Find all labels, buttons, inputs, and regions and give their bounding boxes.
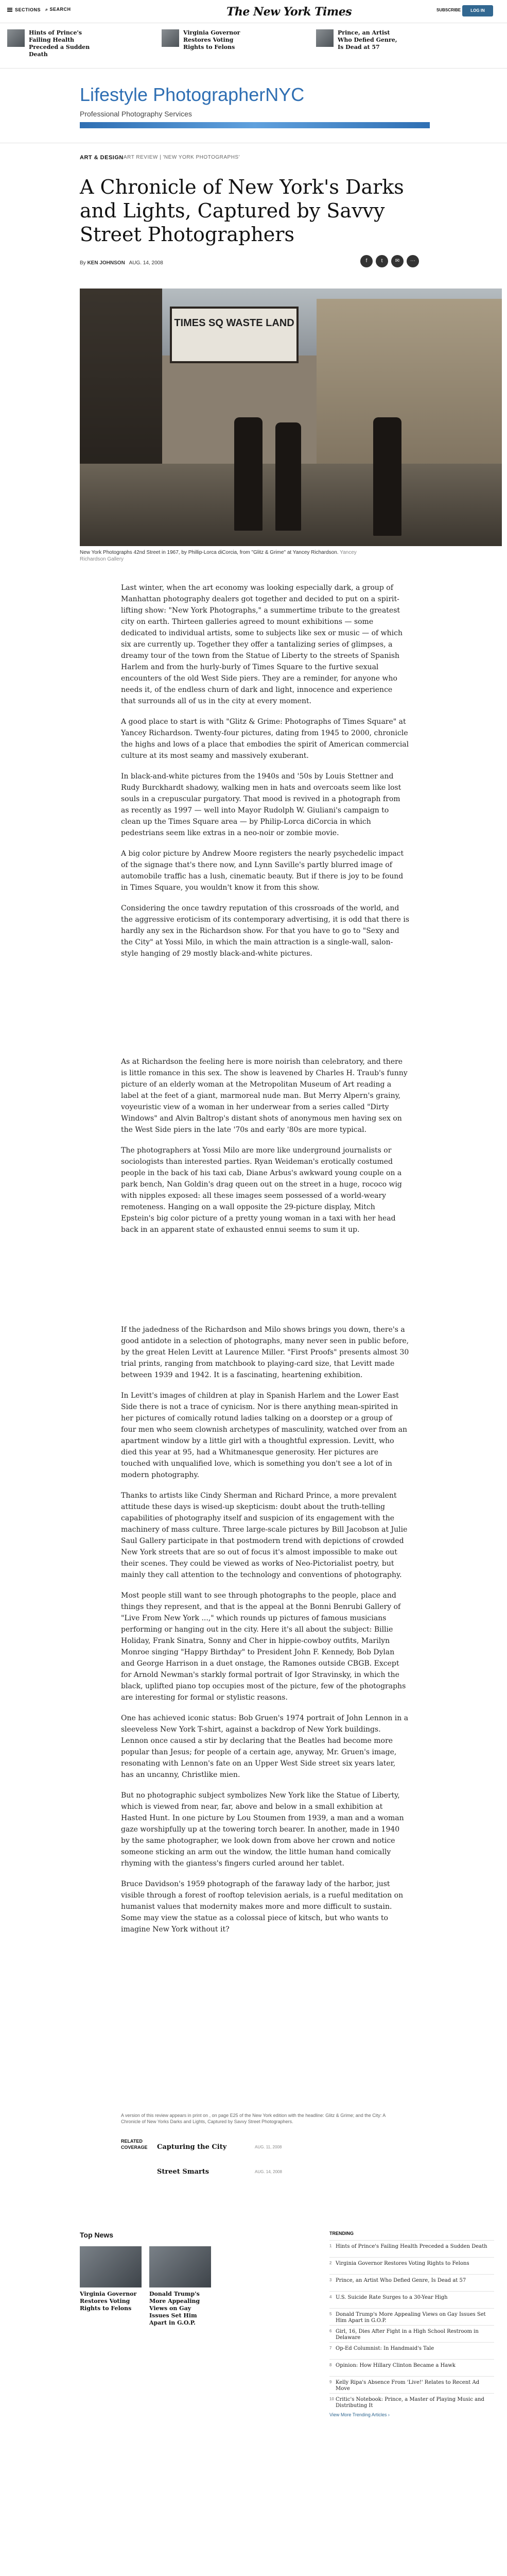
related-label: RELATED COVERAGE	[121, 2139, 148, 2150]
publish-date: AUG. 14, 2008	[129, 260, 163, 266]
body-paragraph: A big color picture by Andrew Moore registers the nearly psychedelic impact of the signage that's there now, and Lynn Saville's partly blurred image of automobile traffic has a lush, cinematic beauty. But if there is joy to be found in Times Square, you wouldn't know it from this show.	[121, 850, 404, 892]
top-news-title: Donald Trump's More Appealing Views on Gay Issues Set Him Apart in G.O.P.	[149, 2291, 200, 2326]
twitter-share-icon[interactable]: t	[376, 255, 388, 267]
author-name[interactable]: KEN JOHNSON	[87, 260, 125, 266]
body-paragraph: In Levitt's images of children at play in Spanish Harlem and the Lower East Side there is not a trace of cynicism. Nor is there anything mean-spirited in her pictures of comically rotund ladies talking on a doorstep or a group of four men who seem clownish archetypes of masculinity, watched over from an apartment window by a little girl with a thoughtful expression. Levitt, who died this year at 95, had a Whitmanesque generosity. Her pictures are touched with unqualified love, which is something you don't see a lot of in modern photography.	[121, 1392, 408, 1479]
trending-item[interactable]	[329, 2342, 494, 2359]
caption-credit: Yancey Richardson Gallery	[80, 550, 357, 562]
article-headline: A Chronicle of New York's Darks and Lights, Captured by Savvy Street Photographers	[80, 176, 404, 246]
article-kicker: ART REVIEW | 'NEW YORK PHOTOGRAPHS'	[124, 155, 240, 160]
ad-title: Lifestyle PhotographerNYC	[80, 84, 305, 105]
top-bar	[0, 0, 507, 23]
related-item[interactable]	[157, 2138, 404, 2159]
ribbon-thumbnail	[162, 29, 179, 47]
byline	[80, 260, 163, 266]
ribbon-item-title: Hints of Prince's Failing Health Preceded a Sudden Death	[29, 29, 90, 58]
trending-rank: 5	[329, 2312, 332, 2316]
body-paragraph: One has achieved iconic status: Bob Gruen's 1974 portrait of John Lennon in a sleeveless New York T-shirt, against a backdrop of New York buildings. Lennon once caused a stir by declaring that the Beatles had become more popular than Jesus; for people of a certain age, anyway, Mr. Gruen's image, resonating with Lennon's fate on an Upper West Side street six years later, has an uncanny, Christlike mien.	[121, 1714, 409, 1779]
trending-rank: 7	[329, 2346, 332, 2350]
trending-item[interactable]	[329, 2274, 494, 2291]
site-logo[interactable]: The New York Times	[226, 5, 352, 19]
photo-figure	[234, 417, 263, 531]
facebook-share-icon[interactable]: f	[360, 255, 373, 267]
trending-item-title: Kelly Ripa's Absence From 'Live!' Relates to Recent Ad Move	[336, 2380, 480, 2392]
ribbon-thumbnail	[316, 29, 334, 47]
print-edition-note: A version of this review appears in print on , on page E25 of the New York edition with the headline: Glitz & Grime; and the City: A Chronicle of New Yorks Darks and Lights, Captured by Savvy Street Photographers.	[121, 2113, 386, 2124]
trending-rank: 6	[329, 2329, 332, 2333]
ribbon-thumbnail	[7, 29, 25, 47]
trending-item[interactable]	[329, 2376, 494, 2393]
trending-item[interactable]	[329, 2325, 494, 2342]
trending-item[interactable]	[329, 2291, 494, 2308]
body-paragraph: Bruce Davidson's 1959 photograph of the faraway lady of the harbor, just visible through a forest of rooftop television aerials, is a rueful meditation on humanist values that modernity makes more and more difficult to sustain. Some may view the statue as a colossal piece of kitsch, but who wants to imagine New York without it?	[121, 1880, 404, 1934]
body-paragraph: Most people still want to see through photographs to the people, place and things they represent, and that is the appeal at the Bonni Benrubi Gallery of "Live From New York ...," which rounds up pictures of famous musicians performing or hanging out in the city. Here it's all about the subject: Billie Holiday, Frank Sinatra, Sonny and Cher in hippie-cowboy outfits, Marilyn Monroe singing "Happy Birthday" to President John F. Kennedy, Bob Dylan and George Harrison in a duet onstage, the Ramones outside CBGB. Except for Arnold Newman's starkly formal portrait of Igor Stravinsky, in which the black, uplifted piano top occupies most of the picture, few of the photographs are interesting for formal or stylistic reasons.	[121, 1591, 406, 1702]
body-paragraph: If the jadedness of the Richardson and Milo shows brings you down, there's a good antidote in a selection of photographs, many never seen in public before, by the great Helen Levitt at Laurence Miller. "First Proofs" presents almost 30 trial prints, ranging from matchbook to playing-card size, that Levitt made between 1939 and 1942. It is a fascinating, heartening exhibition.	[121, 1326, 409, 1379]
top-news-card[interactable]	[149, 2246, 211, 2327]
ad-banner	[80, 122, 430, 128]
trending-item[interactable]	[329, 2308, 494, 2325]
related-item-date: AUG. 14, 2008	[255, 2170, 282, 2174]
search-button[interactable]	[45, 7, 71, 12]
trending-item-title: Girl, 16, Dies After Fight in a High School Restroom in Delaware	[336, 2329, 479, 2341]
body-paragraph: Considering the once tawdry reputation of this crossroads of the world, and the aggressive eroticism of its contemporary advertising, it is odd that there is hardly any sex in the Richardson show. For that you have to go to "Sexy and the City" at Yossi Milo, in which the main attraction is a single-wall, salon-style hanging of 29 mostly black-and-white pictures.	[121, 904, 409, 958]
trending-item-title: Op-Ed Columnist: In Handmaid's Tale	[336, 2346, 434, 2351]
trending-item-title: Hints of Prince's Failing Health Preceded a Sudden Death	[336, 2244, 487, 2249]
trending-rank: 10	[329, 2397, 334, 2401]
article-body-section	[121, 1056, 409, 1245]
trending-item-title: Prince, an Artist Who Defied Genre, Is Dead at 57	[336, 2278, 466, 2283]
photo-street-sign: TIMES SQ WASTE LAND	[170, 307, 299, 363]
trending-rank: 4	[329, 2295, 332, 2299]
headline-ribbon	[0, 23, 507, 69]
trending-item-title: Donald Trump's More Appealing Views on Gay Issues Set Him Apart in G.O.P.	[336, 2312, 486, 2324]
trending-rank: 3	[329, 2278, 332, 2282]
trending-item[interactable]	[329, 2257, 494, 2274]
trending-item[interactable]	[329, 2359, 494, 2376]
search-label: SEARCH	[49, 7, 71, 12]
related-item-title: Capturing the City	[157, 2143, 227, 2151]
photo-figure	[373, 417, 401, 536]
photo-figure	[275, 422, 301, 531]
top-news-heading: Top News	[80, 2231, 114, 2239]
ribbon-item-title: Virginia Governor Restores Voting Rights to Felons	[183, 29, 240, 50]
subscribe-link[interactable]: SUBSCRIBE	[436, 8, 461, 12]
share-tools	[360, 255, 422, 267]
photo-caption	[80, 549, 368, 563]
top-news-title: Virginia Governor Restores Voting Rights to Felons	[80, 2291, 137, 2312]
related-item-date: AUG. 11, 2008	[255, 2145, 282, 2149]
ribbon-item-title: Prince, an Artist Who Defied Genre, Is Dead at 57	[338, 29, 397, 50]
top-news-image	[149, 2246, 211, 2287]
login-button[interactable]: LOG IN	[462, 5, 493, 16]
related-coverage	[121, 2138, 409, 2184]
trending-item-title: U.S. Suicide Rate Surges to a 30-Year High	[336, 2295, 448, 2300]
body-paragraph: Thanks to artists like Cindy Sherman and Richard Prince, a more prevalent attitude these days is wised-up skepticism: doubt about the truth-telling capabilities of photography itself and suspicion of its engagement with the machinery of mass culture. Three large-scale pictures by Bill Jacobson at Julie Saul Gallery participate in that postmodern trend with depictions of crowded New York streets that are so out of focus it's almost impossible to make out their scenes. They could be viewed as works of Neo-Pictorialist poetry, but mainly they call attention to the technology and conventions of photography.	[121, 1492, 408, 1579]
top-news-image	[80, 2246, 142, 2287]
ad-subtitle: Professional Photography Services	[80, 110, 192, 118]
related-item-title: Street Smarts	[157, 2168, 209, 2176]
trending-item[interactable]	[329, 2393, 494, 2410]
advertisement[interactable]	[0, 69, 507, 143]
trending-item-title: Virginia Governor Restores Voting Rights to Felons	[336, 2261, 469, 2266]
body-paragraph: In black-and-white pictures from the 1940s and '50s by Louis Stettner and Rudy Burckhardt shadowy, walking men in hats and overcoats seem like lost souls in a crepuscular purgatory. That mood is revived in a photograph from as recently as 1997 — well into Mayor Rudolph W. Giuliani's campaign to clean up the Times Square area — by Philip-Lorca diCorcia in which pedestrians seem like extras in a neo-noir or zombie movie.	[121, 772, 401, 837]
body-paragraph: The photographers at Yossi Milo are more like underground journalists or sociologists than interested parties. Ryan Weideman's erotically costumed people in the back of his taxi cab, Diane Arbus's awkward young couple on a park bench, Nan Goldin's drag queen out on the street in a huge, rococo wig with nipples exposed: all these images seem possessed of a world-weary remoteness. Hanging on a wall opposite the 29-picture display, Mitch Epstein's big color picture of a pretty young woman in a taxi with her head back in an apparent state of exhausted ennui seems to sum it up.	[121, 1146, 402, 1234]
more-share-icon[interactable]: ⋯	[407, 255, 419, 267]
sections-label: SECTIONS	[15, 7, 41, 12]
trending-rank: 8	[329, 2363, 332, 2367]
trending-rank: 1	[329, 2244, 332, 2248]
article-body-section	[121, 1324, 409, 1944]
trending-item-title: Critic's Notebook: Prince, a Master of Playing Music and Distributing It	[336, 2397, 484, 2409]
top-news-card[interactable]	[80, 2246, 142, 2312]
body-paragraph: As at Richardson the feeling here is more noirish than celebratory, and there is little romance in this sex. The show is leavened by Charles H. Traub's funny picture of an elderly woman at the Metropolitan Museum of Art reading a label at the feet of a giant, marmoreal nude man. But Merry Alpern's grainy, voyeuristic view of a woman in her underwear from a series called "Dirty Windows" and Alvin Baltrop's distant shots of anonymous men having sex on the West Side piers in the late '70s and early '80s are more typical.	[121, 1058, 408, 1134]
trending-module	[329, 2231, 494, 2417]
email-share-icon[interactable]: ✉	[391, 255, 404, 267]
trending-item[interactable]	[329, 2240, 494, 2257]
view-more-trending-link[interactable]: View More Trending Articles ›	[329, 2412, 390, 2417]
body-paragraph: A good place to start is with "Glitz & Grime: Photographs of Times Square" at Yancey Richardson. Twenty-four pictures, dating from 1945 to 2000, chronicle the highs and lows of a place that embodies the spirit of American commercial culture at its most seamy and massively exuberant.	[121, 718, 409, 760]
sections-button[interactable]	[7, 7, 41, 12]
body-paragraph: Last winter, when the art economy was looking especially dark, a group of Manhattan photography dealers got together and decided to put on a spirit-lifting show: "New York Photographs," a summertime tribute to the greatest city on earth. Thirteen galleries agreed to mount exhibitions — some dedicated to individual artists, some to subjects like sex or music — of which six are currently up. Together they offer a tantalizing series of glimpses, a dreamy tour of the town from the Statue of Liberty to the streets of Spanish Harlem and from the hurly-burly of Times Square to the furtive sexual encounters of the old West Side piers. They are a reminder, for anyone who needs it, of the endless churn of dark and light, innocence and experience that surrounds all of us in the city at every moment.	[121, 584, 403, 705]
related-item[interactable]	[157, 2163, 404, 2183]
trending-rank: 9	[329, 2380, 332, 2384]
trending-item-title: Opinion: How Hillary Clinton Became a Hawk	[336, 2363, 456, 2368]
menu-icon	[7, 8, 12, 12]
trending-heading: TRENDING	[329, 2231, 354, 2236]
article-body-section	[121, 582, 409, 969]
search-icon: ⌕	[45, 7, 50, 12]
lead-photo	[80, 289, 502, 546]
caption-text: New York Photographs 42nd Street in 1967, by Phillip-Lorca diCorcia, from "Glitz & Grime" at Yancey Richardson.	[80, 550, 339, 555]
trending-rank: 2	[329, 2261, 332, 2265]
body-paragraph: But no photographic subject symbolizes New York like the Statue of Liberty, which is viewed from near, far, above and below in a small exhibition at Hasted Hunt. In one picture by Lou Stoumen from 1939, a man and a woman gaze worshipfully up at the towering torch bearer. In another, made in 1940 by the same photographer, we look down from above her crown and notice someone sticking an arm out the window, the little human hand comically rhyming with the giantess's fingers curled around her tablet.	[121, 1791, 404, 1868]
section-label[interactable]: ART & DESIGN	[80, 155, 124, 161]
byline-prefix: By	[80, 260, 86, 266]
